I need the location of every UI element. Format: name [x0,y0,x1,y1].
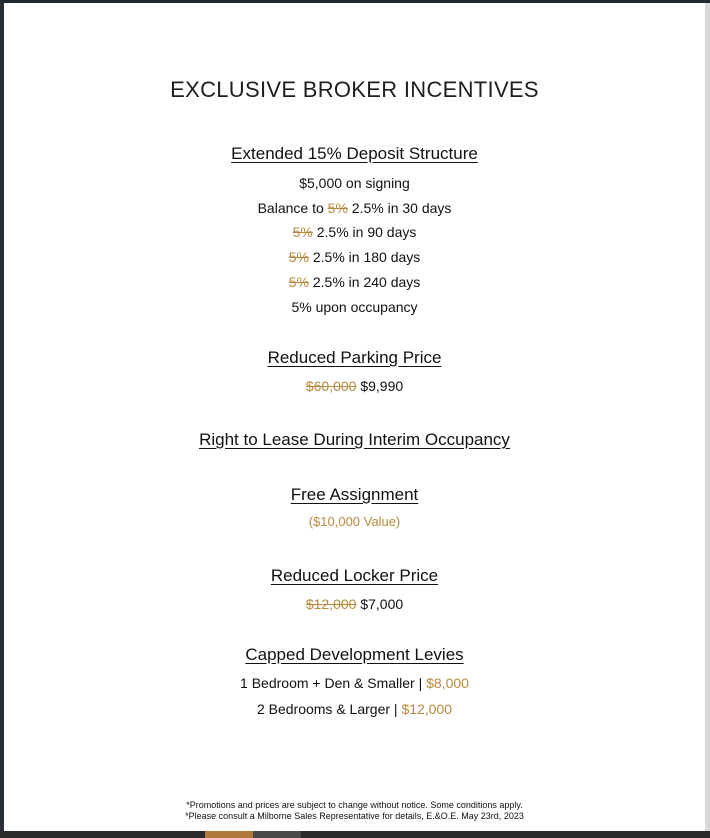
deposit-old-rate: 5% [327,200,348,216]
parking-old-price: $60,000 [305,378,357,394]
viewer-tab-active[interactable] [205,831,253,838]
deposit-heading: Extended 15% Deposit Structure [231,144,478,163]
deposit-line-90-days [4,224,705,240]
document-page [4,3,705,831]
levies-row-value: $8,000 [426,675,469,691]
assignment-heading: Free Assignment [290,485,419,504]
levies-row-label: 2 Bedrooms & Larger | [256,701,402,717]
levies-heading: Capped Development Levies [245,645,464,664]
locker-heading: Reduced Locker Price [270,566,439,585]
footer-disclaimer-1: *Promotions and prices are subject to change without notice. Some conditions apply. [186,800,523,810]
levies-row-large [4,701,705,717]
viewer-right-edge [705,3,710,831]
parking-new-price: $9,990 [356,378,404,394]
deposit-new-rate: 2.5% in 180 days [308,249,421,265]
levies-row-small [4,675,705,691]
deposit-line-30-days [4,200,705,216]
page-title: EXCLUSIVE BROKER INCENTIVES [170,77,539,102]
levies-row-label: 1 Bedroom + Den & Smaller | [240,675,427,691]
deposit-new-rate: 2.5% in 30 days [347,200,452,216]
deposit-old-rate: 5% [292,224,313,240]
locker-new-price: $7,000 [356,596,404,612]
footer-disclaimer-2: *Please consult a Milborne Sales Representative for details, E.&O.E. May 23rd, 2023 [185,811,524,821]
deposit-line-240-days [4,274,705,290]
deposit-line-prefix: Balance to [257,200,328,216]
deposit-old-rate: 5% [288,274,309,290]
viewer-bottom-bar [0,831,710,838]
levies-row-value: $12,000 [401,701,453,717]
locker-old-price: $12,000 [305,596,357,612]
locker-price [4,596,705,612]
lease-heading: Right to Lease During Interim Occupancy [199,430,510,449]
deposit-line-signing: $5,000 on signing [299,175,410,191]
viewer-tab[interactable] [253,831,301,838]
deposit-new-rate: 2.5% in 90 days [312,224,417,240]
parking-price [4,378,705,394]
parking-heading: Reduced Parking Price [267,348,442,367]
deposit-old-rate: 5% [288,249,309,265]
assignment-value: ($10,000 Value) [308,514,401,529]
deposit-line-180-days [4,249,705,265]
deposit-new-rate: 2.5% in 240 days [308,274,421,290]
deposit-line-occupancy: 5% upon occupancy [291,299,418,315]
